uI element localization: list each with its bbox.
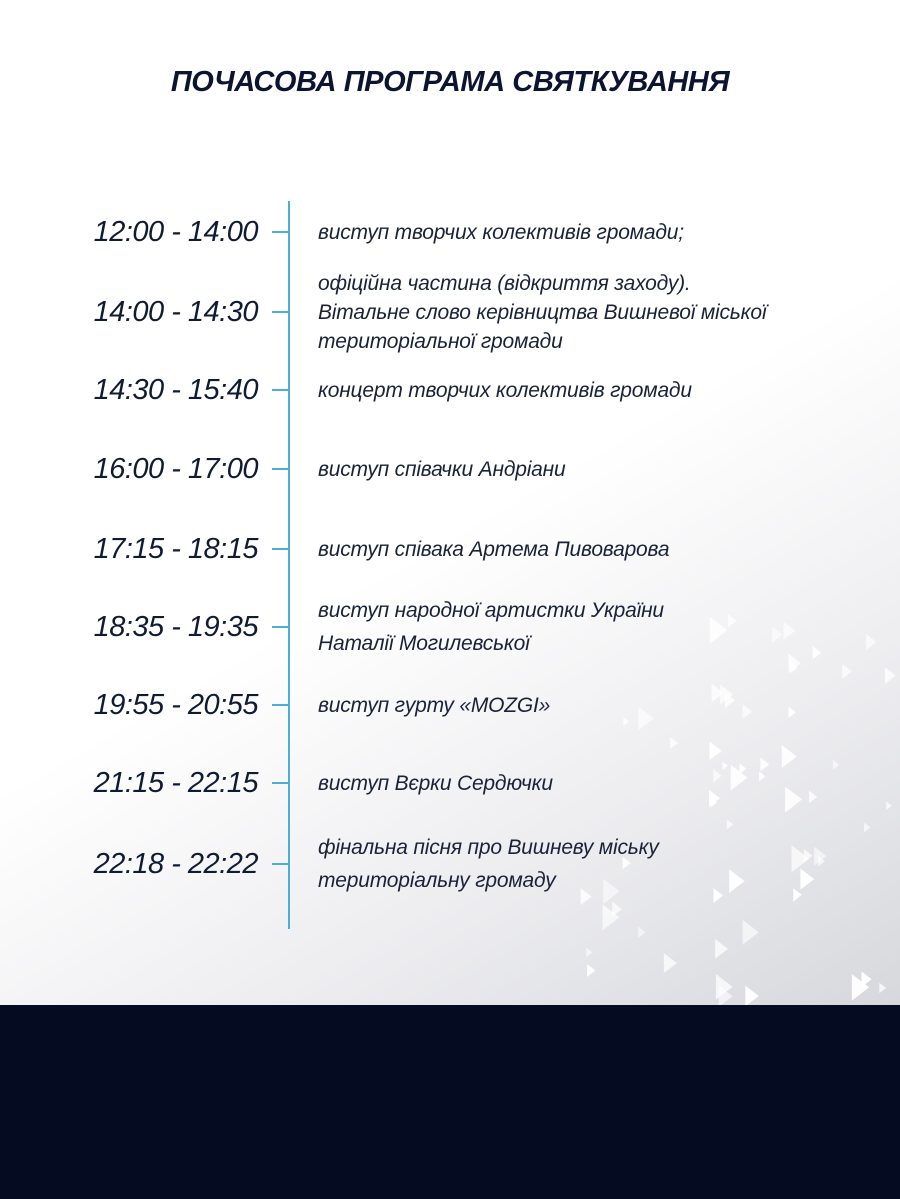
timeline-tick [272, 704, 288, 706]
timeline-tick [272, 626, 288, 628]
event-line: виступ народної артистки України [318, 599, 664, 622]
event-line: Вітальне слово керівництва Вишневої міської [318, 300, 767, 324]
event-line: виступ Вєрки Сердючки [318, 771, 553, 795]
time-range: 19:55 - 20:55 [93, 688, 258, 721]
event-line: виступ співачки Андріани [318, 457, 566, 481]
time-range: 21:15 - 22:15 [93, 766, 258, 799]
footer-band [0, 1005, 900, 1199]
event-description [318, 269, 838, 356]
event-description [318, 769, 838, 798]
time-range: 16:00 - 17:00 [93, 452, 258, 485]
time-range: 17:15 - 18:15 [93, 532, 258, 565]
timeline-tick [272, 782, 288, 784]
time-range: 12:00 - 14:00 [93, 215, 258, 248]
event-description [318, 218, 838, 247]
event-line: виступ співака Артема Пивоварова [318, 537, 670, 561]
timeline-line [288, 201, 290, 929]
event-line: виступ гурту «MOZGI» [318, 693, 551, 717]
event-description [318, 535, 838, 564]
timeline-tick [272, 311, 288, 313]
time-range: 14:00 - 14:30 [93, 295, 258, 328]
event-line: фінальна пісня про Вишневу міську [318, 836, 659, 859]
event-line: територіальної громади [318, 329, 563, 353]
time-range: 14:30 - 15:40 [93, 373, 258, 406]
event-description [318, 831, 838, 897]
event-line: Наталії Могилевської [318, 632, 530, 655]
event-description [318, 455, 838, 484]
event-description [318, 376, 838, 405]
timeline-tick [272, 389, 288, 391]
timeline-tick [272, 468, 288, 470]
event-line: виступ творчих колективів громади; [318, 220, 684, 244]
time-range: 22:18 - 22:22 [93, 847, 258, 880]
event-line: офіційна частина (відкриття заходу). [318, 271, 691, 295]
timeline-tick [272, 863, 288, 865]
timeline-tick [272, 231, 288, 233]
time-range: 18:35 - 19:35 [93, 610, 258, 643]
timeline-tick [272, 548, 288, 550]
event-line: концерт творчих колективів громади [318, 378, 692, 402]
event-description [318, 691, 838, 720]
event-description [318, 594, 838, 660]
page-title: ПОЧАСОВА ПРОГРАМА СВЯТКУВАННЯ [170, 66, 730, 98]
event-line: територіальну громаду [318, 869, 556, 892]
